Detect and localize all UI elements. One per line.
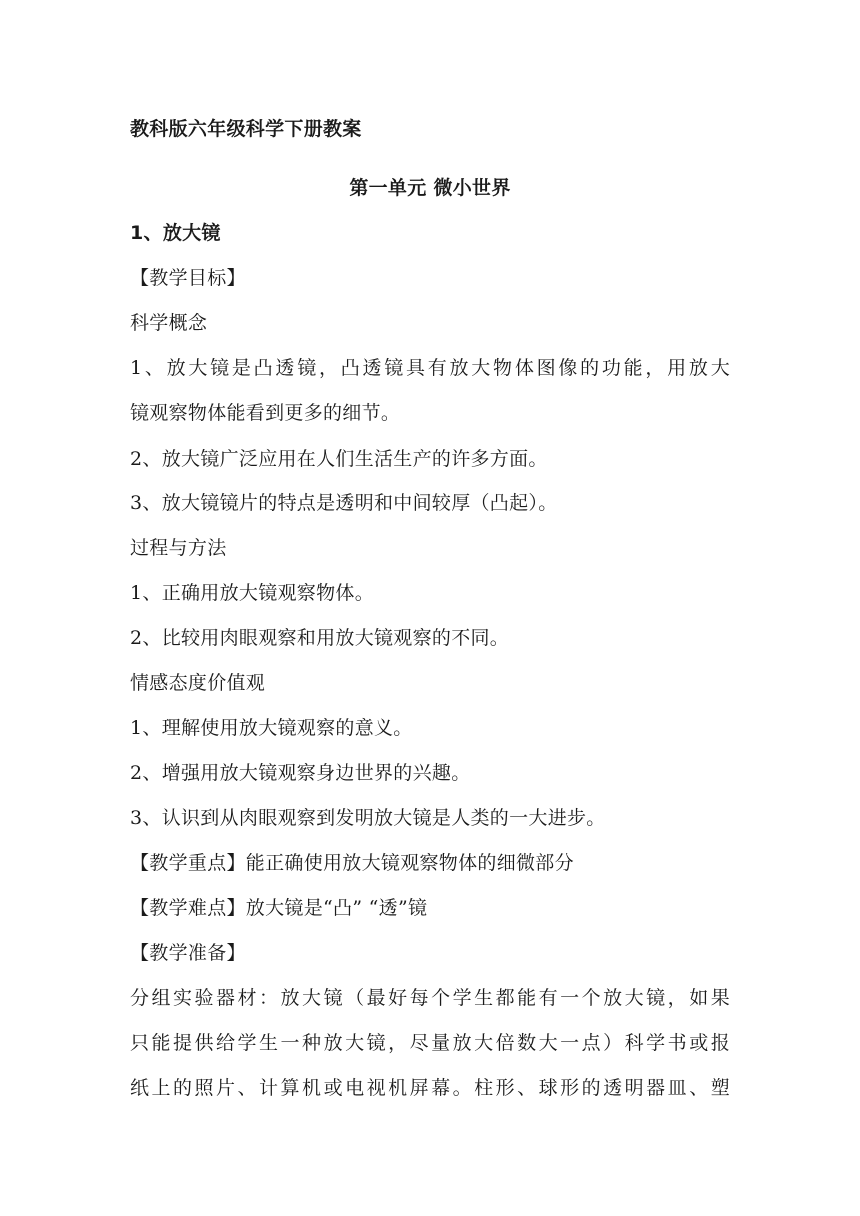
process-item-1: 1、正确用放大镜观察物体。	[130, 582, 374, 604]
concept-item-2: 2、放大镜广泛应用在人们生活生产的许多方面。	[130, 448, 548, 470]
materials-line-3: 纸上的照片、计算机或电视机屏幕。柱形、球形的透明器皿、塑	[130, 1077, 730, 1099]
attitude-item-2: 2、增强用放大镜观察身边世界的兴趣。	[130, 762, 471, 784]
process-item-2: 2、比较用肉眼观察和用放大镜观察的不同。	[130, 627, 510, 649]
document-title: 教科版六年级科学下册教案	[130, 118, 362, 140]
attitude-item-3: 3、认识到从肉眼观察到发明放大镜是人类的一大进步。	[130, 807, 606, 829]
process-heading: 过程与方法	[130, 537, 227, 559]
attitude-item-1: 1、理解使用放大镜观察的意义。	[130, 717, 413, 739]
lesson-heading: 1、放大镜	[130, 222, 221, 244]
key-point: 【教学重点】能正确使用放大镜观察物体的细微部分	[130, 852, 574, 874]
concept-item-1-line-1: 1、放大镜是凸透镜，凸透镜具有放大物体图像的功能，用放大	[130, 357, 730, 379]
prep-heading: 【教学准备】	[130, 942, 246, 964]
materials-line-2: 只能提供给学生一种放大镜，尽量放大倍数大一点）科学书或报	[130, 1032, 730, 1054]
attitude-heading: 情感态度价值观	[130, 672, 266, 694]
concept-item-3: 3、放大镜镜片的特点是透明和中间较厚（凸起）。	[130, 492, 558, 514]
concept-item-1-line-2: 镜观察物体能看到更多的细节。	[130, 402, 401, 424]
materials-line-1: 分组实验器材：放大镜（最好每个学生都能有一个放大镜，如果	[130, 987, 730, 1009]
concept-heading: 科学概念	[130, 312, 208, 334]
objectives-heading: 【教学目标】	[130, 267, 246, 289]
difficulty: 【教学难点】放大镜是“凸” “透”镜	[130, 897, 428, 919]
unit-heading: 第一单元 微小世界	[349, 177, 511, 199]
